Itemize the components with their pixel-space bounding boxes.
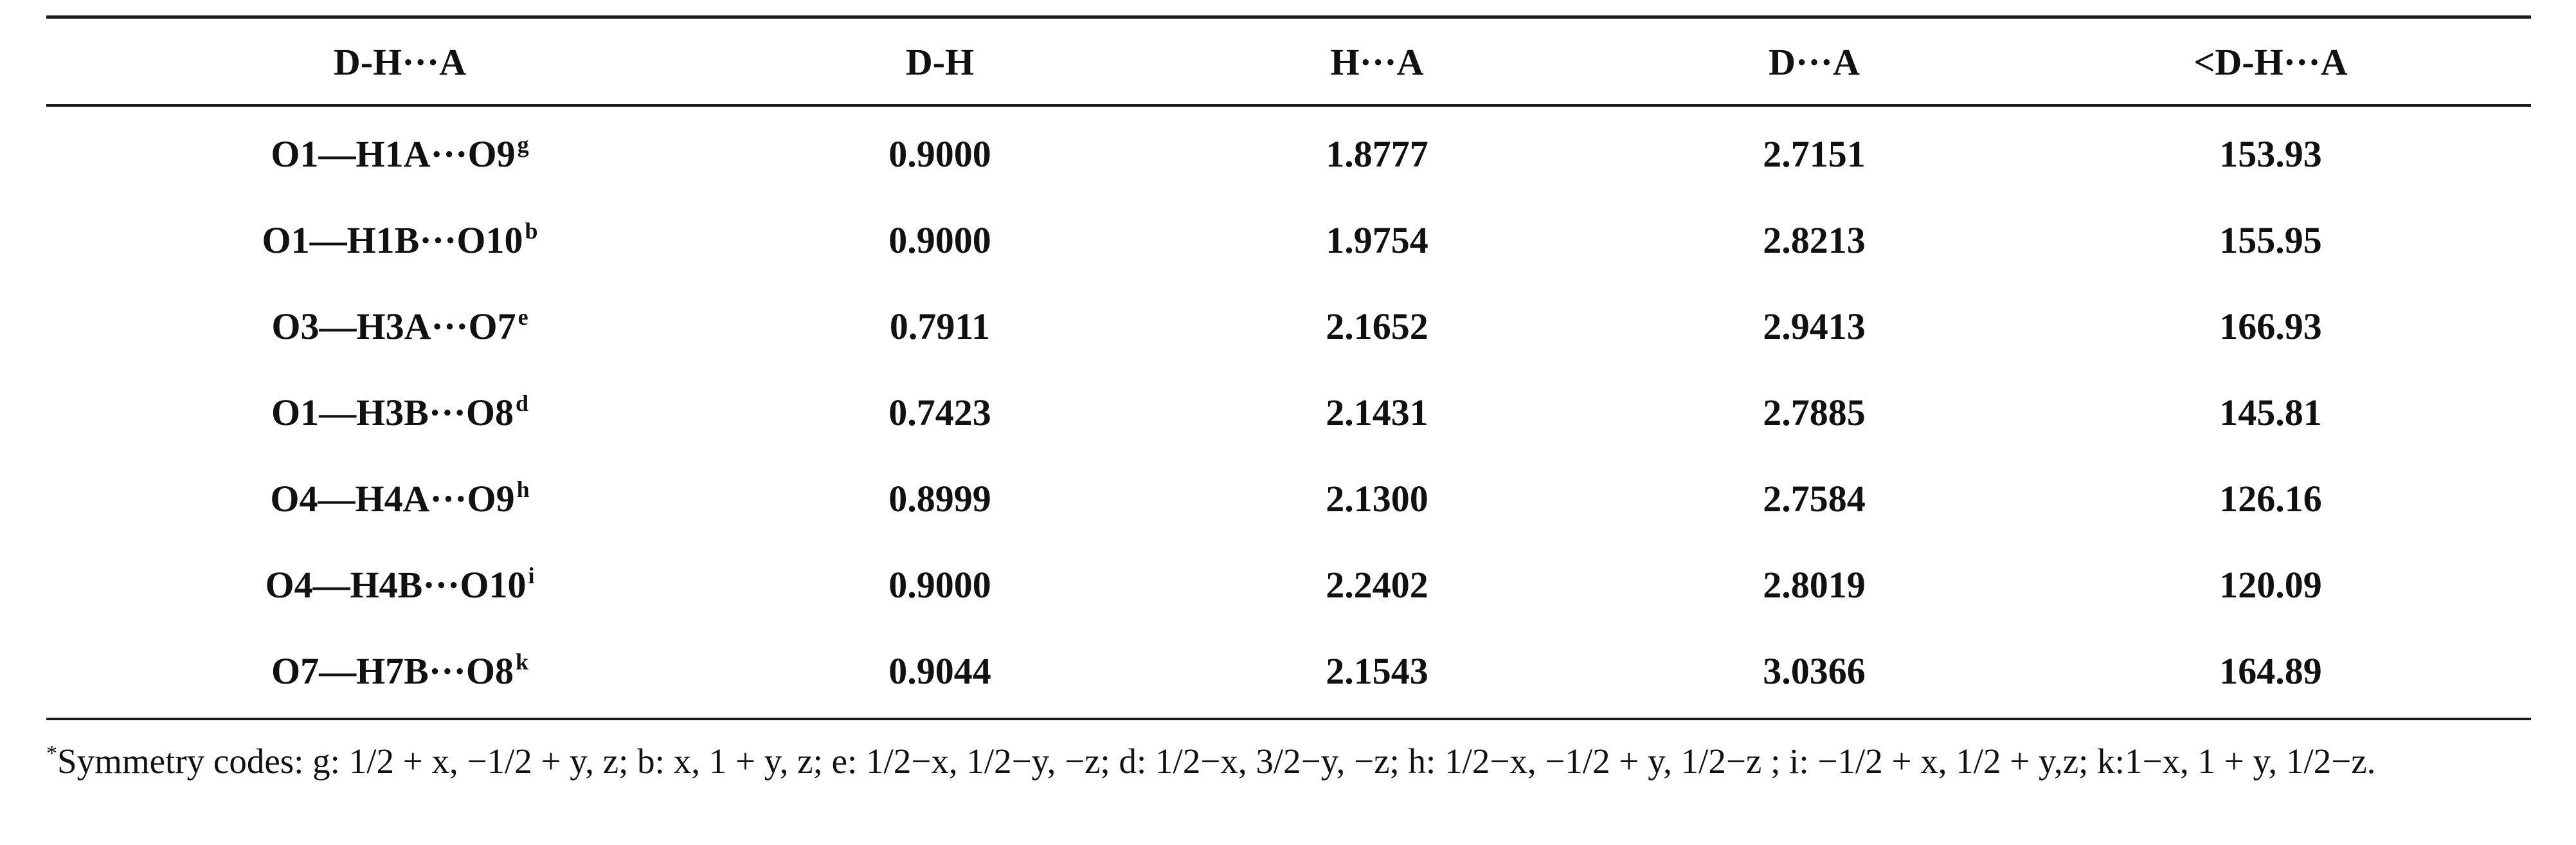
cell-ha-value: 2.1300 <box>1326 477 1428 520</box>
bond-label-wrap <box>271 305 528 348</box>
cell-ha <box>1158 455 1596 541</box>
bond-label: O1—H3B···O8 <box>271 391 514 433</box>
symmetry-footnote <box>46 738 2531 785</box>
cell-bond <box>46 541 721 628</box>
cell-angle-value: 155.95 <box>2219 219 2322 261</box>
symmetry-code: h <box>516 476 530 502</box>
cell-dh <box>721 283 1158 369</box>
cell-dh-value: 0.8999 <box>888 477 991 520</box>
cell-ha-value: 2.1431 <box>1326 391 1428 433</box>
cell-bond <box>46 455 721 541</box>
cell-ha-value: 2.1652 <box>1326 305 1428 347</box>
table-header-row <box>46 19 2531 104</box>
cell-dh-value: 0.9000 <box>888 563 991 606</box>
table-bottom-rule <box>46 718 2531 720</box>
cell-bond <box>46 197 721 283</box>
cell-ha <box>1158 369 1596 455</box>
cell-da <box>1596 283 2033 369</box>
bond-label: O1—H1A···O9 <box>271 132 516 175</box>
cell-angle <box>2033 111 2508 197</box>
header-ha-label: H···A <box>1330 41 1424 83</box>
bond-label-wrap <box>271 132 528 176</box>
cell-da-value: 2.8019 <box>1763 563 1866 606</box>
cell-ha-value: 2.2402 <box>1326 563 1428 606</box>
cell-angle <box>2033 283 2508 369</box>
cell-dh <box>721 455 1158 541</box>
symmetry-code: g <box>517 131 529 158</box>
cell-angle-value: 145.81 <box>2219 391 2322 433</box>
cell-bond <box>46 628 721 714</box>
cell-bond <box>46 283 721 369</box>
cell-dh <box>721 541 1158 628</box>
cell-da-value: 3.0366 <box>1763 650 1866 692</box>
cell-angle-value: 120.09 <box>2219 563 2322 606</box>
cell-dh <box>721 628 1158 714</box>
header-bond <box>46 19 721 104</box>
cell-bond <box>46 369 721 455</box>
symmetry-code: d <box>516 390 529 416</box>
cell-ha-value: 2.1543 <box>1326 650 1428 692</box>
cell-dh-value: 0.9000 <box>888 132 991 175</box>
cell-angle <box>2033 455 2508 541</box>
cell-angle-value: 164.89 <box>2219 650 2322 692</box>
cell-da-value: 2.9413 <box>1763 305 1866 347</box>
bond-label-wrap <box>271 650 528 693</box>
footnote-text: Symmetry codes: g: 1/2 + x, −1/2 + y, z; b: x, 1 + y, z; e: 1/2−x, 1/2−y, −z; d: 1/2−x, 3/2−y, −z; h: 1/2−x, −1/2 + y, 1/2−z ; i: −1/2 + x, 1/2 + y,z; k:1−x, 1 + y, 1/2−z. <box>57 741 2376 781</box>
table-row <box>46 455 2531 541</box>
symmetry-code: k <box>516 648 529 675</box>
bond-label: O1—H1B···O10 <box>262 219 523 261</box>
cell-ha <box>1158 628 1596 714</box>
cell-angle-value: 166.93 <box>2219 305 2322 347</box>
bond-label: O4—H4A···O9 <box>270 477 515 520</box>
cell-ha <box>1158 283 1596 369</box>
cell-dh-value: 0.7911 <box>889 305 991 347</box>
bond-label-wrap <box>262 219 537 262</box>
cell-da-value: 2.7885 <box>1763 391 1866 433</box>
cell-da <box>1596 628 2033 714</box>
header-bond-label: D-H···A <box>333 41 467 83</box>
table-header-rule <box>46 104 2531 107</box>
cell-angle-value: 126.16 <box>2219 477 2322 520</box>
cell-ha <box>1158 111 1596 197</box>
cell-dh-value: 0.9044 <box>888 650 991 692</box>
table-row <box>46 541 2531 628</box>
cell-da-value: 2.8213 <box>1763 219 1866 261</box>
cell-dh <box>721 111 1158 197</box>
cell-da <box>1596 369 2033 455</box>
header-angle-label: <D-H···A <box>2193 41 2348 83</box>
symmetry-code: i <box>528 562 535 588</box>
bond-label-wrap <box>270 477 529 520</box>
cell-angle <box>2033 628 2508 714</box>
symmetry-code: b <box>525 217 538 244</box>
bond-label: O4—H4B···O10 <box>265 563 527 606</box>
cell-dh-value: 0.7423 <box>888 391 991 433</box>
cell-ha <box>1158 541 1596 628</box>
cell-angle <box>2033 197 2508 283</box>
cell-dh <box>721 197 1158 283</box>
cell-da <box>1596 197 2033 283</box>
table-row <box>46 369 2531 455</box>
table-row <box>46 628 2531 714</box>
bond-label-wrap <box>271 391 528 434</box>
bond-label-wrap <box>265 563 534 606</box>
cell-da <box>1596 455 2033 541</box>
header-dh <box>721 19 1158 104</box>
cell-bond <box>46 111 721 197</box>
cell-da <box>1596 541 2033 628</box>
header-angle <box>2033 19 2508 104</box>
table-top-rule <box>46 15 2531 19</box>
cell-da <box>1596 111 2033 197</box>
cell-da-value: 2.7151 <box>1763 132 1866 175</box>
header-da-label: D···A <box>1769 41 1860 83</box>
bond-label: O3—H3A···O7 <box>271 305 516 347</box>
cell-dh <box>721 369 1158 455</box>
table-row <box>46 111 2531 197</box>
cell-dh-value: 0.9000 <box>888 219 991 261</box>
cell-ha-value: 1.9754 <box>1326 219 1428 261</box>
cell-angle <box>2033 369 2508 455</box>
cell-da-value: 2.7584 <box>1763 477 1866 520</box>
footnote-marker: * <box>46 741 57 765</box>
cell-ha <box>1158 197 1596 283</box>
cell-angle <box>2033 541 2508 628</box>
table-row <box>46 197 2531 283</box>
header-ha <box>1158 19 1596 104</box>
symmetry-code: e <box>518 304 528 330</box>
header-dh-label: D-H <box>905 41 975 83</box>
table-row <box>46 283 2531 369</box>
bond-label: O7—H7B···O8 <box>271 650 514 692</box>
cell-angle-value: 153.93 <box>2219 132 2322 175</box>
cell-ha-value: 1.8777 <box>1326 132 1428 175</box>
header-da <box>1596 19 2033 104</box>
